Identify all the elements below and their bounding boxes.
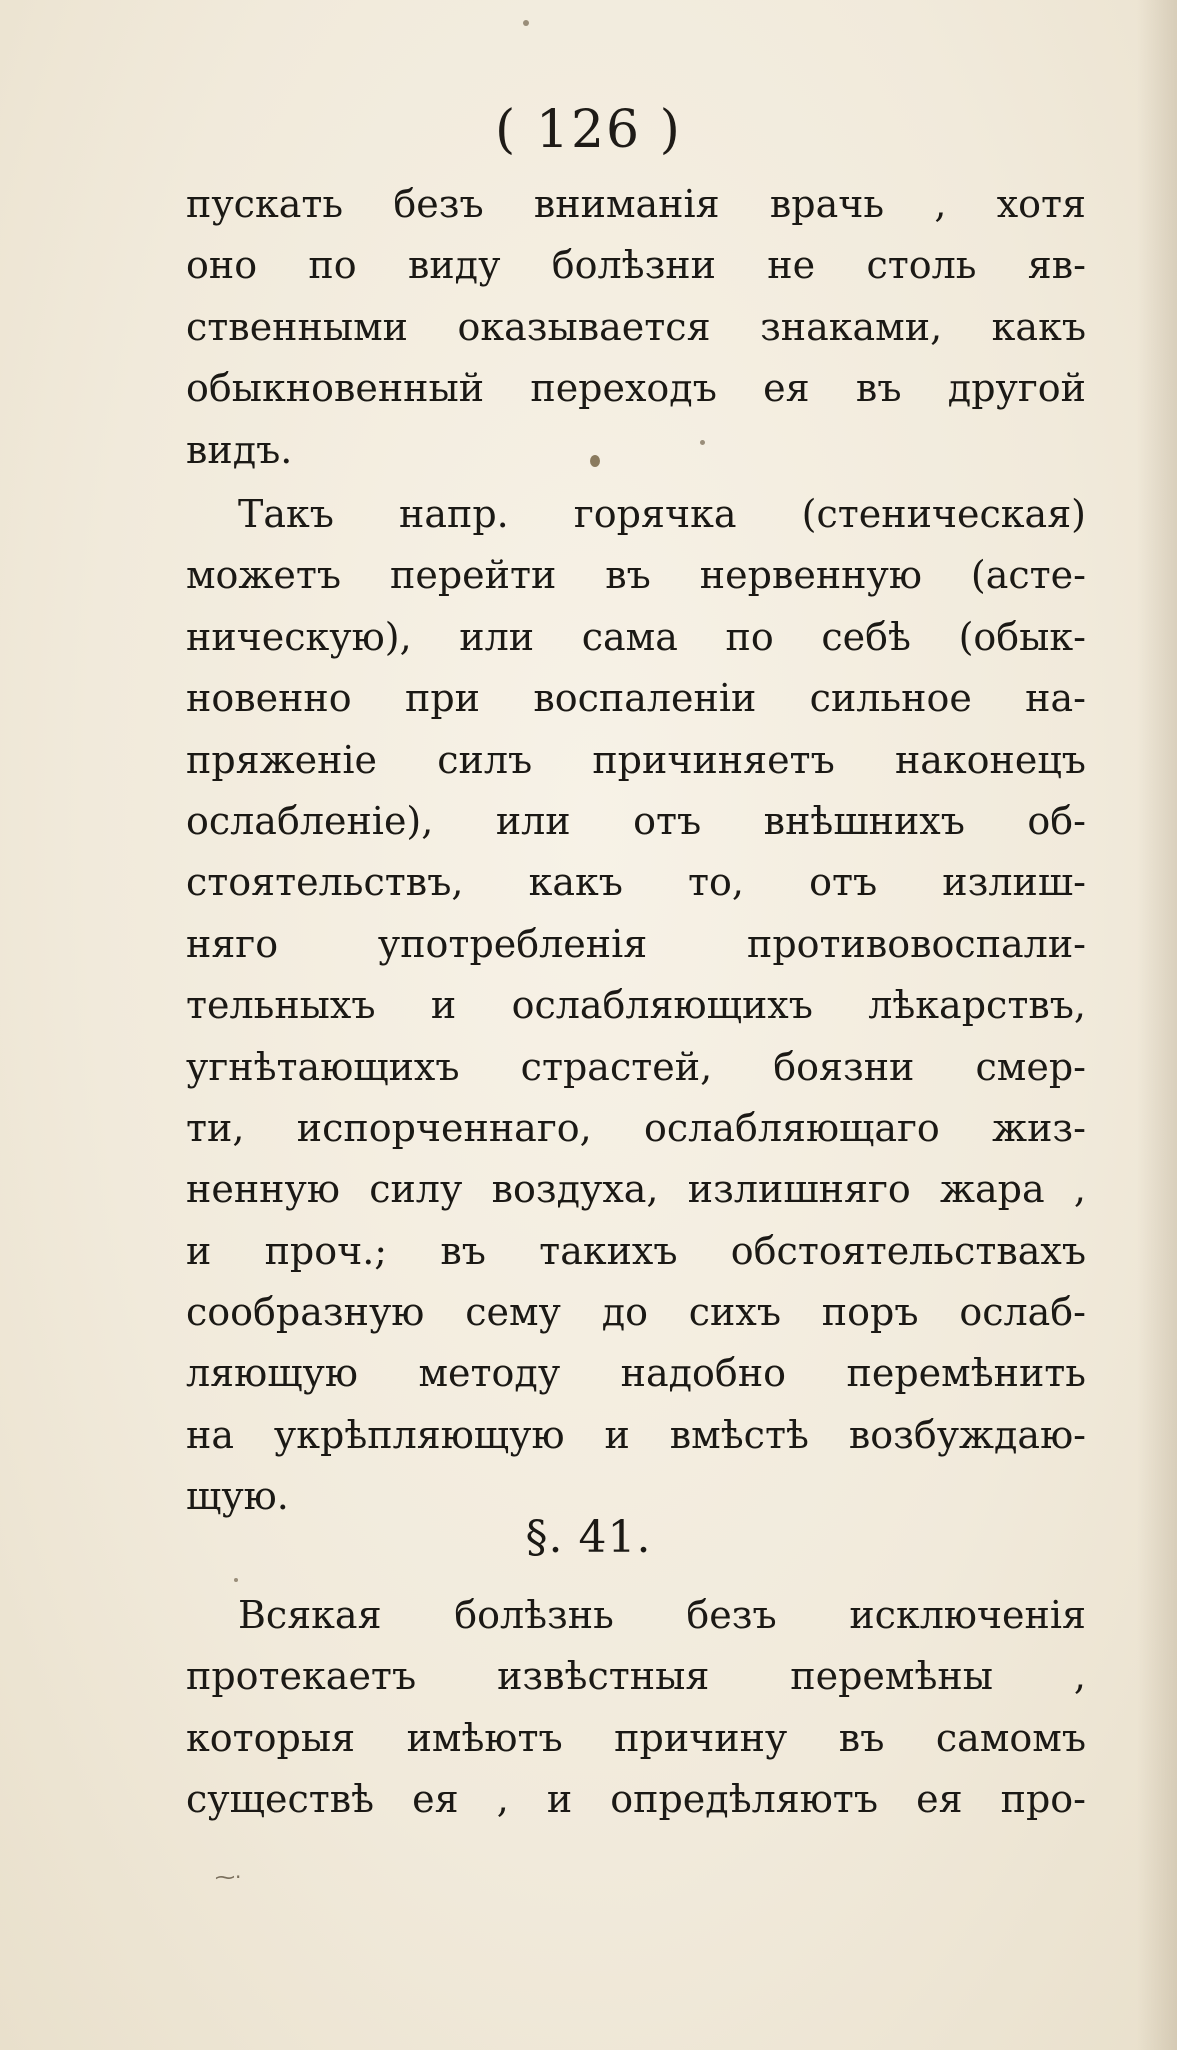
ink-speck — [234, 1578, 238, 1582]
text-line: угнѣтающихъ страстей, боязни смер- — [186, 1044, 1086, 1089]
text-line: обыкновенный переходъ ея въ другой — [186, 366, 1086, 411]
section-paragraph — [186, 1585, 1086, 1831]
ink-speck — [590, 455, 600, 467]
section-heading: §. 41. — [525, 1512, 652, 1563]
paragraph-1 — [186, 174, 1086, 481]
text-line: пускать безъ вниманія врачь , хотя — [186, 182, 1086, 226]
text-line: новенно при воспаленіи сильное на- — [186, 676, 1086, 721]
text-line: ственными оказывается знаками, какъ — [186, 304, 1086, 349]
text-line: ти, испорченнаго, ослабляющаго жиз- — [186, 1105, 1086, 1150]
page-edge-shadow — [1137, 0, 1177, 2050]
text-line: Такъ напр. горячка (стеническая) — [238, 492, 1086, 536]
text-line: ослабленіе), или отъ внѣшнихъ об- — [186, 798, 1086, 843]
text-line: щую. — [186, 1474, 289, 1519]
text-line: Всякая болѣзнь безъ исключенія — [238, 1593, 1086, 1637]
text-line: пряженіе силъ причиняетъ наконецъ — [186, 737, 1086, 782]
paragraph-2 — [186, 484, 1086, 1528]
text-line: няго употребленія противовоспали- — [186, 921, 1086, 966]
text-line: стоятельствъ, какъ то, отъ излиш- — [186, 860, 1086, 905]
text-line: протекаетъ извѣстныя перемѣны , — [186, 1654, 1086, 1699]
text-line: существѣ ея , и опредѣляютъ ея про- — [186, 1777, 1086, 1822]
text-line: которыя имѣютъ причину въ самомъ — [186, 1715, 1086, 1760]
page-number: ( 126 ) — [495, 100, 682, 160]
ink-smudge: ⁓· — [215, 1865, 242, 1889]
text-line: видъ. — [186, 427, 293, 472]
ink-speck — [523, 20, 529, 26]
text-line: и проч.; въ такихъ обстоятельствахъ — [186, 1228, 1086, 1273]
text-line: сообразную сему до сихъ поръ ослаб- — [186, 1290, 1086, 1335]
text-line: ляющую методу надобно перемѣнить — [186, 1351, 1086, 1396]
text-line: можетъ перейти въ нервенную (асте- — [186, 553, 1086, 598]
text-line: оно по виду болѣзни не столь яв- — [186, 243, 1086, 288]
text-line: ненную силу воздуха, излишняго жара , — [186, 1167, 1086, 1212]
text-line: тельныхъ и ослабляющихъ лѣкарствъ, — [186, 983, 1086, 1028]
text-line: ническую), или сама по себѣ (обык- — [186, 614, 1086, 659]
ink-speck — [700, 440, 705, 445]
text-line: на укрѣпляющую и вмѣстѣ возбуждаю- — [186, 1412, 1086, 1457]
